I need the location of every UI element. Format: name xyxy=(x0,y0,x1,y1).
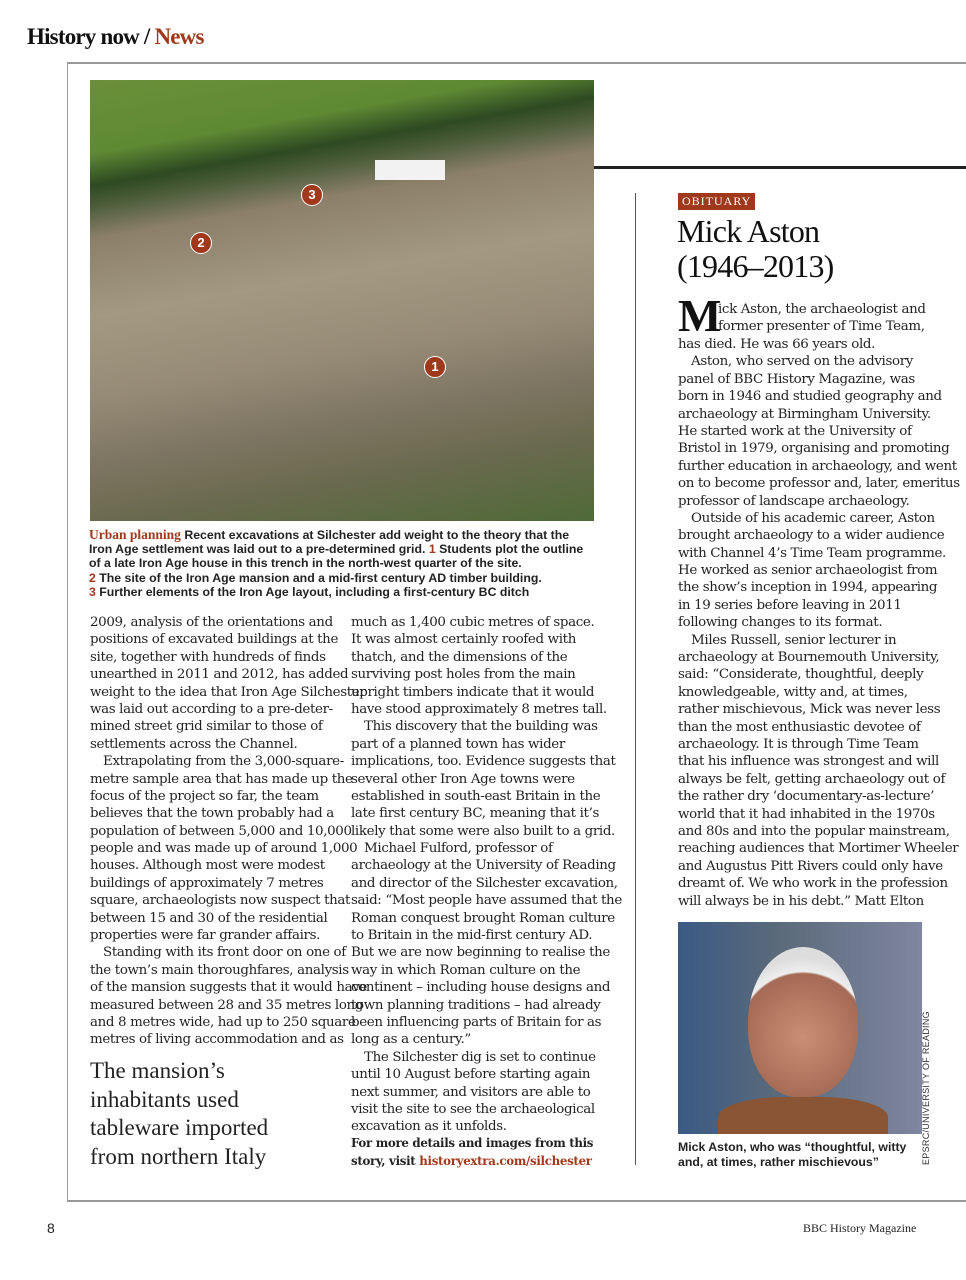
mick-aston-portrait xyxy=(678,922,922,1134)
text-line: dreamt of. We who work in the profession xyxy=(678,876,948,892)
pull-quote-line: The mansion’s xyxy=(90,1058,225,1083)
text-line: knowledgeable, witty and, at times, xyxy=(678,684,908,700)
text-line: reaching audiences that Mortimer Wheeler xyxy=(678,841,959,857)
pull-quote-line: tableware imported xyxy=(90,1115,269,1140)
text-line: Standing with its front door on one of xyxy=(90,945,346,961)
caption-text: Recent excavations at Silchester add weight to the theory that the Iron Age settlement was laid out to a pre-determined grid. xyxy=(89,528,570,557)
marker-3: 3 xyxy=(301,184,323,206)
text-line: metre sample area that has made up the xyxy=(90,771,353,787)
text-line: positions of excavated buildings at the xyxy=(90,632,339,648)
caption-text: The site of the Iron Age mansion and a mid-first century AD timber building. xyxy=(95,570,542,585)
text-line: Extrapolating from the 3,000-square- xyxy=(90,754,344,770)
text-line: long as a century.” xyxy=(351,1032,471,1048)
caption-text: Further elements of the Iron Age layout, including a first-century BC ditch xyxy=(95,584,530,599)
text-line: to Britain in the mid-first century AD. xyxy=(351,928,593,944)
text-line: several other Iron Age towns were xyxy=(351,771,575,787)
more-info-line: story, visit xyxy=(351,1153,420,1168)
text-line: way in which Roman culture on the xyxy=(351,962,581,978)
text-line: and Augustus Pitt Rivers could only have xyxy=(678,858,943,874)
text-line: focus of the project so far, the team xyxy=(90,788,319,804)
text-line: Outside of his academic career, Aston xyxy=(678,510,935,526)
text-line: next summer, and visitors are able to xyxy=(351,1084,591,1100)
text-line: Roman conquest brought Roman culture xyxy=(351,910,615,926)
text-line: people and was made up of around 1,000 xyxy=(90,841,358,857)
portrait-caption xyxy=(678,1140,906,1169)
aerial-excavation-photo xyxy=(90,80,594,521)
text-line: archaeology at Bournemouth University, xyxy=(678,650,940,666)
marquee-tent xyxy=(375,160,445,180)
text-line: said: “Most people have assumed that the xyxy=(351,893,622,909)
text-line: ick Aston, the archaeologist and xyxy=(718,302,926,317)
text-line: been influencing parts of Britain for as xyxy=(351,1014,602,1030)
obituary-name: Mick Aston xyxy=(677,213,820,249)
marker-2: 2 xyxy=(190,232,212,254)
caption-text: Students plot the outline of a late Iron Age house in this trench in the north-west quarter of the site. xyxy=(89,542,584,571)
text-line: Aston, who served on the advisory xyxy=(678,354,913,370)
text-line: the town’s main thoroughfares, analysis xyxy=(90,962,349,978)
text-line: houses. Although most were modest xyxy=(90,858,325,874)
text-line: of the mansion suggests that it would have xyxy=(90,980,368,996)
text-line: late first century BC, meaning that it’s xyxy=(351,806,600,822)
text-line: following changes to its format. xyxy=(678,615,883,631)
text-line: properties were far grander affairs. xyxy=(90,928,321,944)
text-line: implications, too. Evidence suggests that xyxy=(351,754,616,770)
text-line: It was almost certainly roofed with xyxy=(351,632,576,648)
text-line: square, archaeologists now suspect that xyxy=(90,893,351,909)
text-line: former presenter of Time Team, xyxy=(718,319,925,335)
more-info xyxy=(351,1135,593,1170)
pull-quote-line: inhabitants used xyxy=(90,1086,239,1112)
caption-number: 3 xyxy=(89,584,96,599)
column-divider xyxy=(635,193,636,1165)
text-line: will always be in his debt.” Matt Elton xyxy=(678,893,924,909)
text-line: and director of the Silchester excavation, xyxy=(351,875,618,891)
text-line: has died. He was 66 years old. xyxy=(678,337,876,352)
text-line: than the most enthusiastic devotee of xyxy=(678,719,921,735)
photo-credit: EPSRC/UNIVERSITY OF READING xyxy=(921,1011,931,1165)
text-line: Bristol in 1979, organising and promoting xyxy=(678,441,950,457)
text-line: metres of living accommodation and as xyxy=(90,1032,344,1048)
marker-1: 1 xyxy=(424,356,446,378)
text-line: settlements across the Channel. xyxy=(90,736,298,752)
text-line: further education in archaeology, and went xyxy=(678,458,957,474)
pull-quote xyxy=(90,1057,268,1171)
text-line: and 80s and into the popular mainstream, xyxy=(678,823,950,839)
section-label: History now / xyxy=(27,24,150,49)
text-line: always be felt, getting archaeology out of xyxy=(678,771,946,787)
text-line: likely that some were also built to a grid. xyxy=(351,823,615,839)
text-line: archaeology at Birmingham University. xyxy=(678,406,931,422)
more-info-line: For more details and images from this xyxy=(351,1136,594,1150)
text-line: visit the site to see the archaeological xyxy=(351,1101,595,1117)
obituary-title xyxy=(677,214,834,284)
text-line: town planning traditions – had already xyxy=(351,997,601,1013)
text-line: born in 1946 and studied geography and xyxy=(678,389,942,405)
text-line: rather mischievous, Mick was never less xyxy=(678,702,941,718)
text-line: Miles Russell, senior lecturer in xyxy=(678,632,897,648)
text-line: mined street grid similar to those of xyxy=(90,719,323,735)
portrait-face xyxy=(748,947,858,1097)
article-column-2 xyxy=(351,614,622,1136)
text-line: excavation as it unfolds. xyxy=(351,1119,507,1135)
text-line: the show’s inception in 1994, appearing xyxy=(678,580,938,596)
text-line: established in south-east Britain in the xyxy=(351,788,601,804)
text-line: part of a planned town has wider xyxy=(351,736,565,752)
text-line: Michael Fulford, professor of xyxy=(351,841,553,857)
caption-title: Urban planning xyxy=(89,527,181,542)
text-line: believes that the town probably had a xyxy=(90,806,334,822)
obituary-dates: (1946–2013) xyxy=(677,248,834,284)
text-line: 2009, analysis of the orientations and xyxy=(90,615,333,630)
section-header xyxy=(27,24,204,50)
text-line: buildings of approximately 7 metres xyxy=(90,875,324,891)
text-line: population of between 5,000 and 10,000 xyxy=(90,823,352,839)
obituary-tag: OBITUARY xyxy=(678,193,755,210)
text-line: professor of landscape archaeology. xyxy=(678,493,910,509)
caption-number: 2 xyxy=(89,570,96,585)
text-line: with Channel 4’s Time Team programme. xyxy=(678,545,946,561)
historyextra-link[interactable]: historyextra.com/silchester xyxy=(419,1153,592,1168)
text-line: He started work at the University of xyxy=(678,423,912,439)
text-line: unearthed in 2011 and 2012, has added xyxy=(90,667,349,683)
drop-cap: M xyxy=(678,290,722,341)
text-line: have stood approximately 8 metres tall. xyxy=(351,701,607,717)
caption-line: Mick Aston, who was “thoughtful, witty xyxy=(678,1140,907,1154)
caption-line: and, at times, rather mischievous” xyxy=(678,1154,879,1169)
text-line: said: “Considerate, thoughtful, deeply xyxy=(678,667,924,683)
page-number: 8 xyxy=(47,1220,55,1236)
text-line: surviving post holes from the main xyxy=(351,667,576,683)
portrait-shirt xyxy=(718,1097,888,1134)
text-line: world that it had inhabited in the 1970s xyxy=(678,806,935,822)
photo-caption xyxy=(89,528,594,599)
text-line: archaeology at the University of Reading xyxy=(351,858,616,874)
text-line: and 8 metres wide, had up to 250 square xyxy=(90,1014,356,1030)
text-line: on to become professor and, later, emeritus xyxy=(678,476,960,492)
text-line: This discovery that the building was xyxy=(351,719,598,735)
obituary-intro xyxy=(718,301,926,336)
text-line: upright timbers indicate that it would xyxy=(351,684,595,700)
obituary-body xyxy=(678,336,960,910)
text-line: until 10 August before starting again xyxy=(351,1067,591,1083)
text-line: thatch, and the dimensions of the xyxy=(351,649,568,665)
text-line: But we are now beginning to realise the xyxy=(351,945,610,961)
pull-quote-line: from northern Italy xyxy=(90,1143,267,1169)
text-line: panel of BBC History Magazine, was xyxy=(678,371,915,387)
text-line: continent – including house designs and xyxy=(351,980,611,996)
text-line: in 19 series before leaving in 2011 xyxy=(678,597,902,613)
magazine-name: BBC History Magazine xyxy=(803,1221,917,1235)
article-column-1 xyxy=(90,614,367,1049)
caption-number: 1 xyxy=(428,542,436,557)
text-line: He worked as senior archaeologist from xyxy=(678,563,938,579)
text-line: archaeology. It is through Time Team xyxy=(678,736,919,752)
text-line: The Silchester dig is set to continue xyxy=(351,1049,596,1065)
text-line: measured between 28 and 35 metres long xyxy=(90,997,364,1013)
divider-rule xyxy=(594,166,966,169)
subsection-label: News xyxy=(154,24,204,49)
text-line: site, together with hundreds of finds xyxy=(90,649,326,665)
text-line: much as 1,400 cubic metres of space. xyxy=(351,615,595,630)
text-line: was laid out according to a pre-deter- xyxy=(90,701,333,717)
text-line: brought archaeology to a wider audience xyxy=(678,528,945,544)
text-line: the rather dry ‘documentary-as-lecture’ xyxy=(678,789,935,805)
text-line: that his influence was strongest and will xyxy=(678,754,939,770)
text-line: between 15 and 30 of the residential xyxy=(90,910,328,926)
text-line: weight to the idea that Iron Age Silchester xyxy=(90,684,366,700)
